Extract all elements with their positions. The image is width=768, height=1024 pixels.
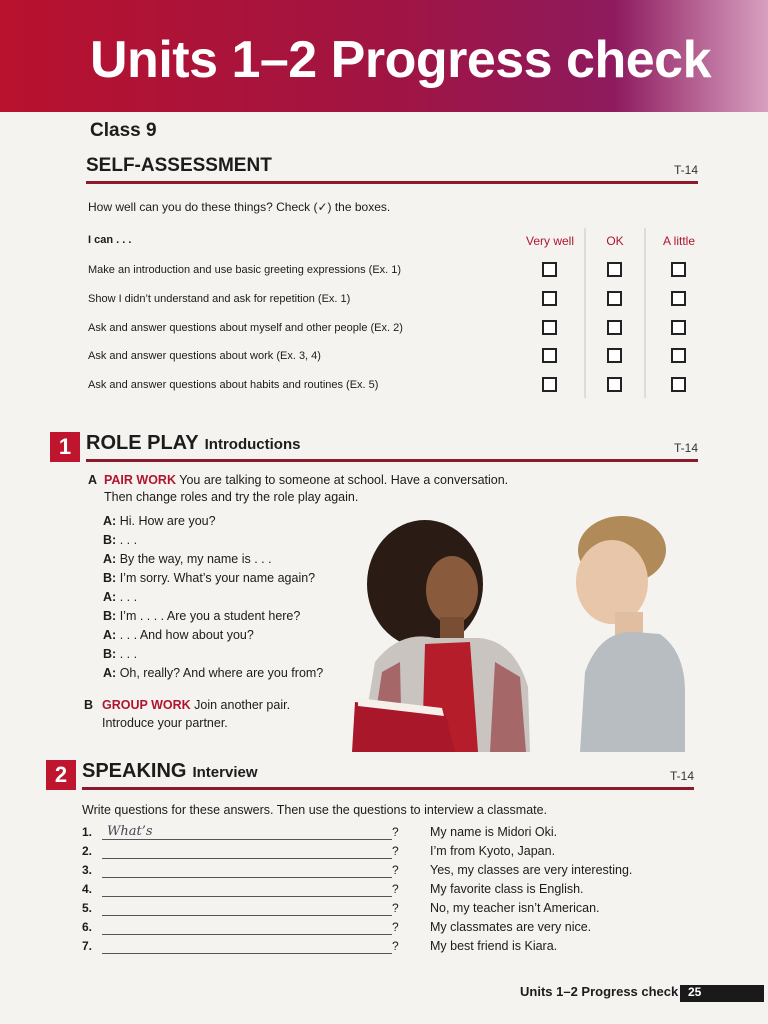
dialog-text: . . . (119, 647, 138, 661)
list-item (82, 862, 682, 881)
table-row (88, 285, 700, 313)
speaking-title (82, 760, 258, 783)
dialog-line (103, 569, 323, 588)
role-play-code: T-14 (673, 441, 698, 455)
column-header-very-well: Very well (525, 234, 575, 248)
checkbox-very-well[interactable] (542, 320, 557, 335)
role-play-subheading: Introductions (204, 436, 301, 453)
exercise-a-text-2: Then change roles and try the role play again. (104, 490, 359, 504)
dialog-line (103, 588, 323, 607)
speaker: B: (103, 647, 117, 661)
item-number: 7. (82, 939, 93, 953)
question-mark: ? (392, 863, 399, 877)
speaking-instruction: Write questions for these answers. Then use the questions to interview a classmate. (82, 803, 548, 817)
checkbox-a-little[interactable] (671, 320, 686, 335)
answer-line[interactable] (102, 858, 392, 859)
exercise-a-line1 (104, 473, 508, 487)
self-assessment-code: T-14 (673, 163, 698, 177)
checkbox-ok[interactable] (607, 377, 622, 392)
dialog-line (103, 550, 323, 569)
exercise-a (88, 473, 509, 504)
given-answer: My classmates are very nice. (430, 920, 592, 934)
question-mark: ? (392, 882, 399, 896)
column-header-a-little: A little (662, 234, 695, 248)
students-photo (330, 512, 685, 752)
item-number: 6. (82, 920, 93, 934)
dialog-line (103, 664, 323, 683)
speaker: B: (103, 533, 117, 547)
pair-work-label: PAIR WORK (104, 473, 176, 487)
checkbox-very-well[interactable] (542, 348, 557, 363)
dialog-line (103, 645, 323, 664)
section-number-1: 1 (50, 432, 80, 462)
speaker: B: (103, 609, 117, 623)
speaking-code: T-14 (669, 769, 694, 783)
checkbox-a-little[interactable] (671, 291, 686, 306)
role-play-dialog (103, 512, 323, 683)
exercise-b-line1 (102, 698, 290, 712)
group-work-label: GROUP WORK (102, 698, 191, 712)
speaker: B: (103, 571, 117, 585)
role-play-header (58, 432, 698, 462)
role-play-heading: ROLE PLAY (86, 432, 199, 454)
page-number: 25 (688, 985, 702, 999)
exercise-b-text-2: Introduce your partner. (102, 716, 228, 730)
title-banner (0, 0, 768, 112)
checkbox-very-well[interactable] (542, 262, 557, 277)
dialog-line (103, 626, 323, 645)
speaking-header (54, 760, 694, 790)
question-mark: ? (392, 901, 399, 915)
question-mark: ? (392, 844, 399, 858)
self-assessment-heading: SELF-ASSESSMENT (86, 155, 272, 176)
speaker: A: (103, 590, 117, 604)
dialog-line (103, 607, 323, 626)
list-item (82, 900, 682, 919)
exercise-b (84, 698, 291, 730)
dialog-text: . . . (119, 533, 138, 547)
page-title: Units 1–2 Progress check (90, 31, 711, 89)
given-answer: No, my teacher isn’t American. (430, 901, 600, 915)
item-number: 3. (82, 863, 93, 877)
item-number: 2. (82, 844, 93, 858)
role-play-title (86, 432, 300, 455)
checkbox-a-little[interactable] (671, 348, 686, 363)
question-mark: ? (392, 920, 399, 934)
column-header-ok: OK (606, 234, 624, 248)
statement: Show I didn’t understand and ask for repetition (Ex. 1) (88, 293, 351, 305)
dialog-text: . . . And how about you? (119, 628, 254, 642)
question-mark: ? (392, 825, 399, 839)
speaker: A: (103, 666, 117, 680)
item-number: 1. (82, 825, 93, 839)
checkbox-ok[interactable] (607, 348, 622, 363)
statement: Ask and answer questions about habits and routines (Ex. 5) (88, 379, 379, 391)
statement: Ask and answer questions about work (Ex. 3, 4) (88, 350, 321, 362)
statement: Make an introduction and use basic greeting expressions (Ex. 1) (88, 264, 402, 276)
list-item (82, 919, 682, 938)
self-assessment-header (86, 154, 698, 184)
speaker: A: (103, 514, 117, 528)
exercise-a-text-1: You are talking to someone at school. Have a conversation. (179, 473, 509, 487)
table-row (88, 371, 700, 399)
checkbox-ok[interactable] (607, 320, 622, 335)
given-answer: My name is Midori Oki. (430, 825, 558, 839)
list-item (82, 938, 682, 957)
dialog-text: . . . (119, 590, 138, 604)
class-label: Class 9 (90, 120, 157, 141)
answer-line[interactable] (102, 877, 392, 878)
self-assessment-instruction: How well can you do these things? Check (✓) the boxes. (88, 200, 391, 214)
i-can-label: I can . . . (88, 234, 132, 246)
item-number: 4. (82, 882, 93, 896)
given-answer: My favorite class is English. (430, 882, 584, 896)
checkbox-a-little[interactable] (671, 377, 686, 392)
answer-line[interactable] (102, 896, 392, 897)
exercise-a-letter: A (88, 473, 98, 487)
answer-line[interactable] (102, 934, 392, 935)
dialog-text: Hi. How are you? (119, 514, 216, 528)
given-answer: My best friend is Kiara. (430, 939, 558, 953)
speaking-heading: SPEAKING (82, 760, 187, 782)
answer-line[interactable] (102, 915, 392, 916)
table-row (88, 342, 700, 370)
dialog-line (103, 512, 323, 531)
checkbox-very-well[interactable] (542, 377, 557, 392)
speaker: A: (103, 628, 117, 642)
given-answer: I’m from Kyoto, Japan. (430, 844, 556, 858)
list-item (82, 843, 682, 862)
speaking-subheading: Interview (192, 764, 258, 781)
item-number: 5. (82, 901, 93, 915)
table-row (88, 256, 700, 284)
given-answer: Yes, my classes are very interesting. (430, 863, 633, 877)
dialog-line (103, 531, 323, 550)
table-row (88, 314, 700, 342)
dialog-text: By the way, my name is . . . (119, 552, 272, 566)
checkbox-ok[interactable] (607, 291, 622, 306)
answer-line[interactable] (102, 839, 392, 840)
checkbox-ok[interactable] (607, 262, 622, 277)
statement: Ask and answer questions about myself and other people (Ex. 2) (88, 322, 403, 334)
speaker: A: (103, 552, 117, 566)
dialog-text: I’m sorry. What’s your name again? (119, 571, 316, 585)
handwritten-answer: What’s (107, 824, 153, 839)
exercise-b-letter: B (84, 698, 94, 712)
answer-line[interactable] (102, 953, 392, 954)
footer-title: Units 1–2 Progress check (520, 984, 679, 999)
section-number-2: 2 (46, 760, 76, 790)
checkbox-very-well[interactable] (542, 291, 557, 306)
exercise-b-text-1: Join another pair. (194, 698, 291, 712)
list-item (82, 824, 682, 843)
dialog-text: Oh, really? And where are you from? (119, 666, 324, 680)
list-item (82, 881, 682, 900)
question-mark: ? (392, 939, 399, 953)
dialog-text: I’m . . . . Are you a student here? (119, 609, 301, 623)
checkbox-a-little[interactable] (671, 262, 686, 277)
